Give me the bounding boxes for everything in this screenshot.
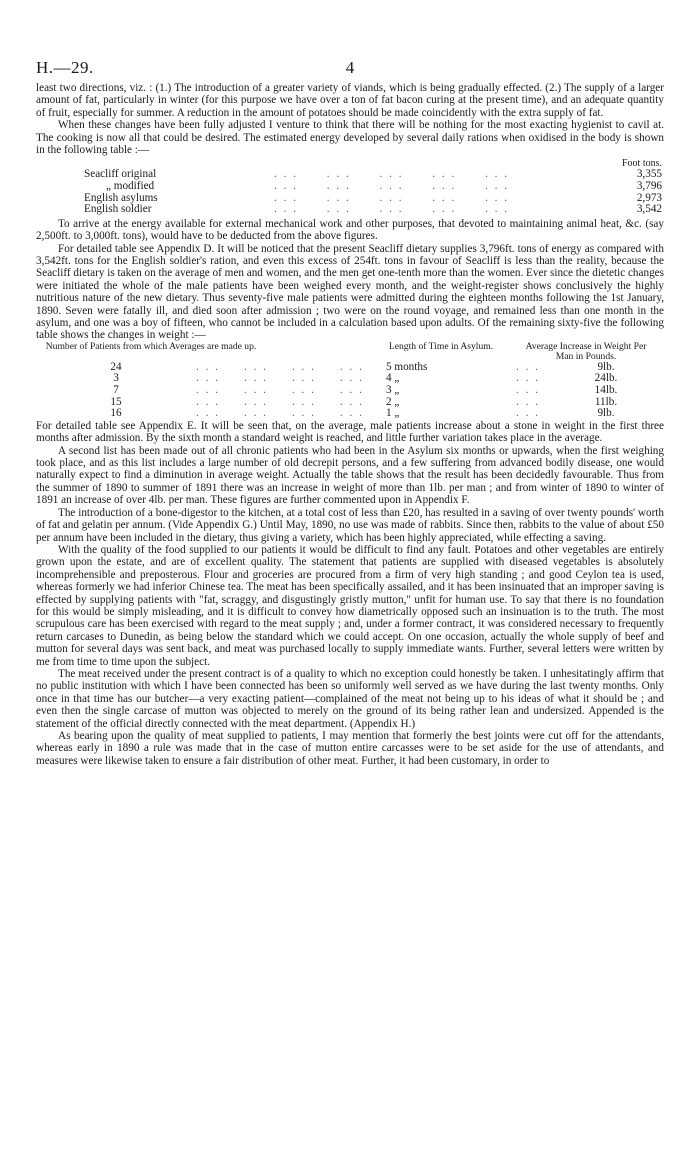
leader-dots: . . . — [516, 384, 540, 397]
leader-dots: . . . . . . . . . . . . — [196, 408, 364, 420]
paragraph: To arrive at the energy available for external mechanical work and other purposes, that devoted to maintaining animal heat, &c. (say 2,500ft. to 3,000ft. tons), would have to be deducted from the above figures. — [36, 217, 664, 243]
energy-label: Seacliff original — [84, 168, 157, 181]
paragraph: The introduction of a bone-digestor to the kitchen, at a total cost of less than £20, has resulted in a saving of over twenty pounds' worth of fat and gelatin per annum. (Vide Appendix G.) Until May, 1890, no use was made of rabbits. Since then, rabbits to the value of about £50 per annum have been included in the dietary, thus giving a variety, which has been highly appreciated, while effecting a saving. — [36, 506, 664, 544]
cell-patients: 7 — [113, 384, 119, 397]
leader-dots: . . . — [516, 395, 540, 408]
weight-row — [36, 397, 664, 409]
page-header — [36, 58, 664, 80]
leader-dots: . . . — [516, 372, 540, 385]
paragraph: A second list has been made out of all chronic patients who had been in the Asylum six months or upwards, when the first weighing took place, and as this list includes a large number of old decrepit persons, and a few suffering from advanced bodily disease, one would naturally expect to find a diminution in average weight. Actually the table shows that the result has been decidedly favourable. Thus from the summer of 1890 to summer of 1891 there was an increase in weight of more than 1lb. per man ; and from winter of 1890 to winter of 1891 an increase of over 4lb. per man. These figures are further commented upon in Appendix F. — [36, 444, 664, 507]
leader-dots: . . . — [516, 407, 540, 420]
leader-dots: . . . — [516, 360, 540, 373]
weight-table-header — [36, 342, 664, 362]
cell-increase: 9lb. — [597, 407, 615, 420]
weight-table — [36, 342, 664, 420]
leader-dots: . . . . . . . . . . . . . . . — [274, 169, 510, 181]
leader-dots: . . . . . . . . . . . . . . . — [274, 204, 510, 216]
leader-dots: . . . . . . . . . . . . — [196, 385, 364, 397]
document-code: H.—29. — [36, 58, 94, 77]
leader-dots: . . . . . . . . . . . . — [196, 361, 364, 373]
cell-length: 2 „ — [386, 395, 400, 408]
cell-patients: 16 — [110, 407, 122, 420]
energy-row — [36, 204, 664, 216]
header-patients: Number of Patients from which Averages are made up. — [45, 340, 257, 352]
energy-value: 3,796 — [636, 180, 662, 193]
energy-value: 3,542 — [636, 203, 662, 216]
weight-row — [36, 408, 664, 420]
leader-dots: . . . . . . . . . . . . . . . — [274, 192, 510, 204]
document-body — [36, 82, 664, 767]
paragraph: For detailed table see Appendix D. It will be noticed that the present Seacliff dietary supplies 3,796ft. tons of energy as compared with 3,542ft. tons for the English soldier's ration, and even this excess of 254ft. tons in favour of Seacliff is less than the reality, because the Seacliff dietary is taken on the average of men and women, and the men get one-tenth more than the women. Ever since the dietetic changes were initiated the whole of the male patients have been weighed every month, and the weight-register shows conclusively the highly nutritious nature of the new dietary. Thus seventy-five male patients were admitted during the eighteen months following the 1st January, 1890. Seven were fatally ill, and died soon after admission ; two were on the round voyage, and remained less than one month in the asylum, and one was a boy of fifteen, who cannot be included in a calculation based upon adults. Of the remaining sixty-five the following table shows the changes in weight :— — [36, 242, 664, 342]
paragraph: For detailed table see Appendix E. It will be seen that, on the average, male patients increase about a stone in weight in the first three months after admission. By the sixth month a standard weight is reached, and little further variation takes place in the average. — [36, 419, 664, 445]
energy-unit-header: Foot tons. — [621, 158, 662, 170]
energy-value: 2,973 — [636, 191, 662, 204]
leader-dots: . . . . . . . . . . . . — [196, 396, 364, 408]
cell-length: 1 „ — [386, 407, 400, 420]
cell-patients: 15 — [110, 395, 122, 408]
cell-increase: 14lb. — [594, 384, 618, 397]
paragraph: As bearing upon the quality of meat supplied to patients, I may mention that formerly the best joints were cut off for the attendants, whereas early in 1890 a rule was made that in the case of mutton entire carcasses were to be set aside for the use of attendants, and measures were likewise taken to ensure a fair distribution of other meat. Further, it had been customary, in order to — [36, 730, 664, 767]
page-number: 4 — [345, 58, 355, 77]
paragraph: With the quality of the food supplied to our patients it would be difficult to find any fault. Potatoes and other vegetables are entirely grown upon the estate, and are of excellent quality. The statement that patients are supplied with diseased vegetables is absolutely incomprehensible and preposterous. Flour and groceries are procured from a firm of very high standing ; and good Ceylon tea is used, whereas formerly we had inferior Chinese tea. The meat has been specifically assailed, and it has been insinuated that an improper saving is effected by supplying patients with "fat, scraggy, and disgustingly gristly mutton," unfit for human use. To say that there is no foundation for this would be simply misleading, and it is difficult to convey how diametrically opposed such an insinuation is to the truth. The most scrupulous care has been exercised with regard to the meat supply ; and, under a former contract, it was considered necessary to frequently return carcases to Dunedin, as being below the standard which we could accept. On one occasion, actually the whole supply of beef and mutton for several days was sent back, and meat was purchased locally to supply immediate wants. Further, several letters were written by me from time to time upon the subject. — [36, 543, 664, 668]
energy-label: „ modified — [106, 180, 155, 193]
cell-patients: 24 — [110, 360, 122, 373]
energy-row — [36, 181, 664, 193]
energy-value: 3,355 — [636, 168, 662, 181]
cell-increase: 9lb. — [597, 360, 615, 373]
cell-length: 3 „ — [386, 384, 400, 397]
cell-length: 4 „ — [386, 372, 400, 385]
paragraph: When these changes have been fully adjusted I venture to think that there will be nothing for the most exacting hygienist to cavil at. The cooking is now all that could be desired. The estimated energy developed by several daily rations when oxidised in the body is shown in the following table :— — [36, 119, 664, 157]
header-length: Length of Time in Asylum. — [388, 340, 494, 352]
header-increase: Average Increase in Weight Per Man in Pounds. — [525, 340, 647, 362]
cell-increase: 11lb. — [594, 395, 618, 408]
weight-row — [36, 385, 664, 397]
energy-label: English asylums — [84, 191, 158, 204]
paragraph: The meat received under the present contract is of a quality to which no exception could honestly be taken. I unhesitatingly affirm that no public institution with which I have been connected has been so uniformly well served as we have during the last twenty months. Only once in that time has our butcher—a very exacting patient—complained of the meat not being up to his ideas of what it should be ; and even then the single carcase of mutton was objected to merely on the ground of its being rather lean and undersized. Appended is the statement of the official directly connected with the meat department. (Appendix H.) — [36, 667, 664, 730]
weight-row — [36, 362, 664, 374]
cell-patients: 3 — [113, 372, 119, 385]
leader-dots: . . . . . . . . . . . . — [196, 373, 364, 385]
leader-dots: . . . . . . . . . . . . . . . — [274, 181, 510, 193]
energy-label: English soldier — [84, 203, 152, 216]
cell-increase: 24lb. — [594, 372, 618, 385]
energy-table — [36, 158, 664, 215]
weight-row — [36, 373, 664, 385]
paragraph: least two directions, viz. : (1.) The introduction of a greater variety of viands, which is being gradually effected. (2.) The supply of a larger amount of fat, particularly in winter (for this purpose we have over a ton of fat bacon curing at the present time), and an adequate quantity of fruit, especially for summer. A reduction in the amount of potatoes should be made coincidently with the extra supply of fat. — [36, 82, 664, 119]
cell-length: 5 months — [386, 360, 428, 373]
